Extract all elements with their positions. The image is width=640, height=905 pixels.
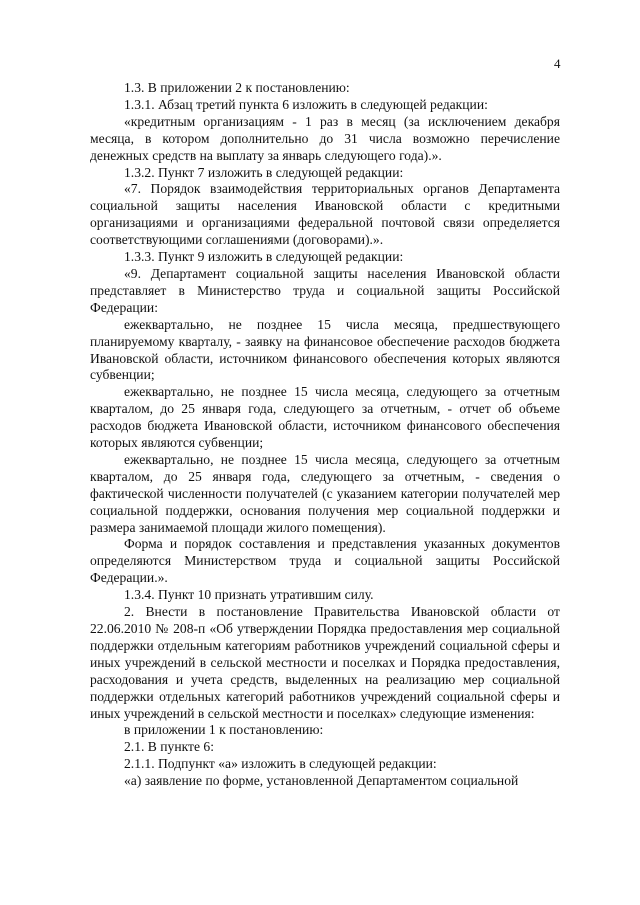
document-body — [90, 80, 560, 790]
paragraph: в приложении 1 к постановлению: — [124, 722, 324, 738]
paragraph: 1.3.1. Абзац третий пункта 6 изложить в следующей редакции: — [124, 96, 488, 112]
paragraph: 2. Внести в постановление Правительства Ивановской области от 22.06.2010 № 208-п «Об утверждении Порядка предоставления мер социальной поддержки отдельным категориям работников учреждений социальной сферы и иных учреждений в сельской местности и поселках и Порядка предоставления, расходования и учета средств, выделенных на реализацию мер социальной поддержки отдельных категорий работников учреждений социальной сферы и иных учреждений в сельской местности и поселках» следующие изменения: — [90, 604, 560, 721]
paragraph: ежеквартально, не позднее 15 числа месяца, следующего за отчетным кварталом, до 25 января года, следующего за отчетным, - отчет об объеме расходов бюджета Ивановской области, источником финансового обеспечения которых являются субвенции; — [90, 384, 560, 451]
paragraph: 1.3.4. Пункт 10 признать утратившим силу. — [124, 587, 374, 603]
paragraph: «а) заявление по форме, установленной Департаментом социальной — [124, 773, 519, 789]
page-number: 4 — [554, 56, 561, 71]
paragraph: 2.1. В пункте 6: — [124, 739, 214, 755]
paragraph: «кредитным организациям - 1 раз в месяц (за исключением декабря месяца, в котором дополнительно до 31 числа возможно перечисление денежных средств на выплату за январь следующего года).». — [90, 113, 560, 163]
paragraph: Форма и порядок составления и представления указанных документов определяются Министерством труда и социальной защиты Российской Федерации.». — [90, 536, 560, 586]
paragraph: «7. Порядок взаимодействия территориальных органов Департамента социальной защиты населения Ивановской области с кредитными организациями и организациями федеральной почтовой связи определяется соответствующими соглашениями (договорами).». — [90, 181, 560, 248]
paragraph: «9. Департамент социальной защиты населения Ивановской области представляет в Министерство труда и социальной защиты Российской Федерации: — [90, 265, 560, 315]
paragraph: ежеквартально, не позднее 15 числа месяца, предшествующего планируемому кварталу, - заявку на финансовое обеспечение расходов бюджета Ивановской области, источником финансового обеспечения которых являются субвенции; — [90, 316, 560, 383]
paragraph: 1.3.3. Пункт 9 изложить в следующей редакции: — [124, 249, 404, 265]
paragraph: 1.3.2. Пункт 7 изложить в следующей редакции: — [124, 164, 404, 180]
paragraph: ежеквартально, не позднее 15 числа месяца, следующего за отчетным кварталом, до 25 января года, следующего за отчетным, - сведения о фактической численности получателей (с указанием категории получателей мер социальной поддержки, основания получения мер социальной поддержки и размера занимаемой площади жилого помещения). — [90, 451, 560, 535]
paragraph: 2.1.1. Подпункт «а» изложить в следующей редакции: — [124, 756, 437, 772]
paragraph: 1.3. В приложении 2 к постановлению: — [124, 80, 350, 95]
